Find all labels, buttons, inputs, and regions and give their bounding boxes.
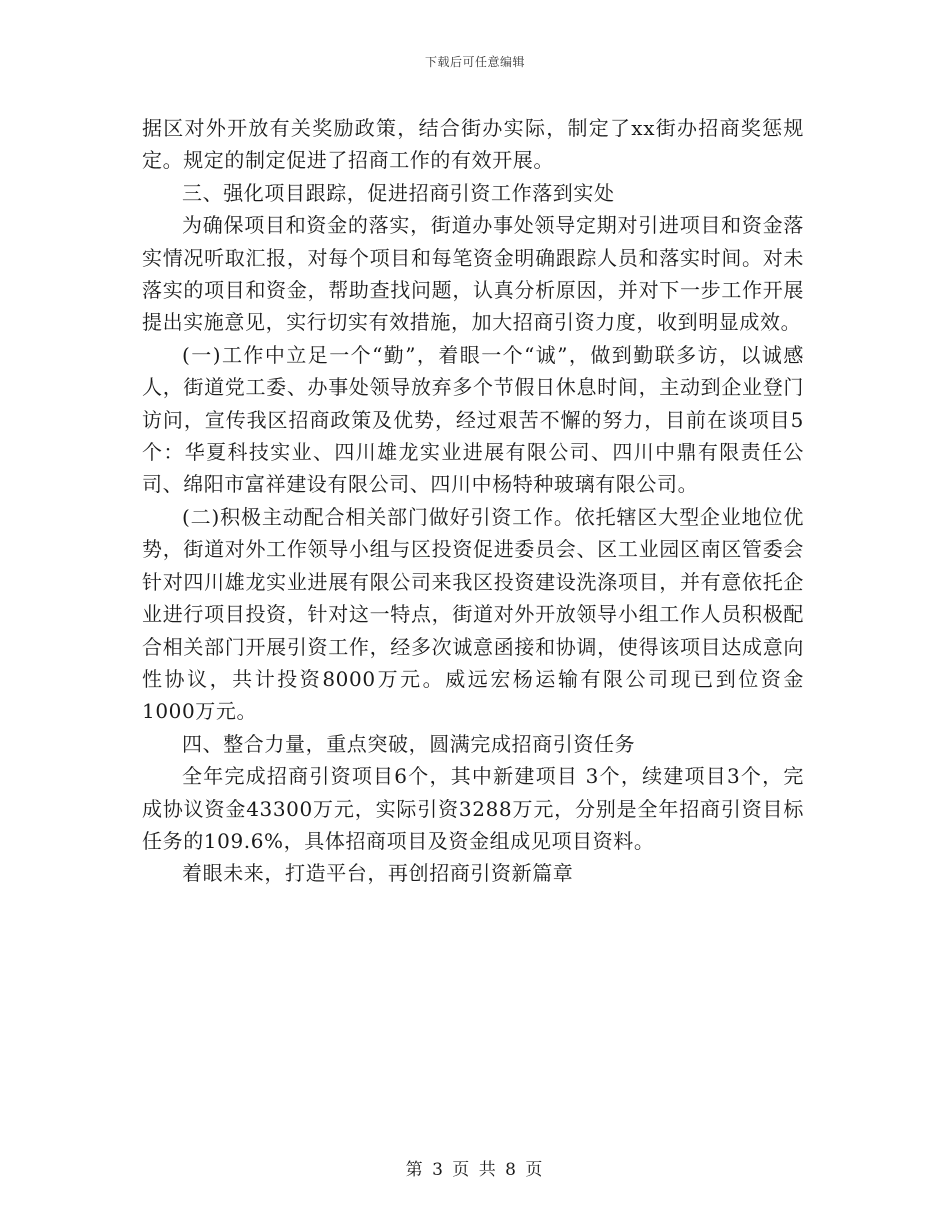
paragraph-4: (一)工作中立足一个“勤”，着眼一个“诚”，做到勤联多访，以诚感人，街道党工委、办事处领导放弃多个节假日休息时间，主动到企业登门访问，宣传我区招商政策及优势，经过艰苦不懈的努力，目前在谈项目5个：华夏科技实业、四川雄龙实业进展有限公司、四川中鼎有限责任公司、绵阳市富祥建设有限公司、四川中杨特种玻璃有限公司。 — [142, 342, 804, 497]
page-number-footer: 第 3 页 共 8 页 — [405, 1160, 545, 1180]
paragraph-5: (二)积极主动配合相关部门做好引资工作。依托辖区大型企业地位优势，街道对外工作领导小组与区投资促进委员会、区工业园区南区管委会针对四川雄龙实业进展有限公司来我区投资建设洗涤项目，并有意依托企业进行项目投资，针对这一特点，街道对外开放领导小组工作人员积极配合相关部门开展引资工作，经多次诚意函接和协调，使得该项目达成意向性协议，共计投资8000万元。威远宏杨运输有限公司现已到位资金1000万元。 — [142, 504, 804, 724]
section-heading-3: 三、强化项目跟踪，促进招商引资工作落到实处 — [182, 180, 615, 205]
section-heading-5: 着眼未来，打造平台，再创招商引资新篇章 — [182, 861, 574, 886]
paragraph-7: 全年完成招商引资项目6个，其中新建项目 3个，续建项目3个，完成协议资金43300万元，实际引资3288万元，分别是全年招商引资目标任务的109.6%，具体招商项目及资金组成见项目资料。 — [142, 764, 804, 853]
section-heading-4: 四、整合力量，重点突破，圆满完成招商引资任务 — [182, 731, 636, 756]
paragraph-1: 据区对外开放有关奖励政策，结合街办实际，制定了xx街办招商奖惩规定。规定的制定促进了招商工作的有效开展。 — [142, 116, 804, 173]
document-body — [142, 112, 804, 890]
page-header: 下载后可任意编辑 — [424, 55, 525, 69]
paragraph-3: 为确保项目和资金的落实，街道办事处领导定期对引进项目和资金落实情况听取汇报，对每个项目和每笔资金明确跟踪人员和落实时间。对未落实的项目和资金，帮助查找问题，认真分析原因，并对下一步工作开展提出实施意见，实行切实有效措施，加大招商引资力度，收到明显成效。 — [142, 213, 804, 335]
